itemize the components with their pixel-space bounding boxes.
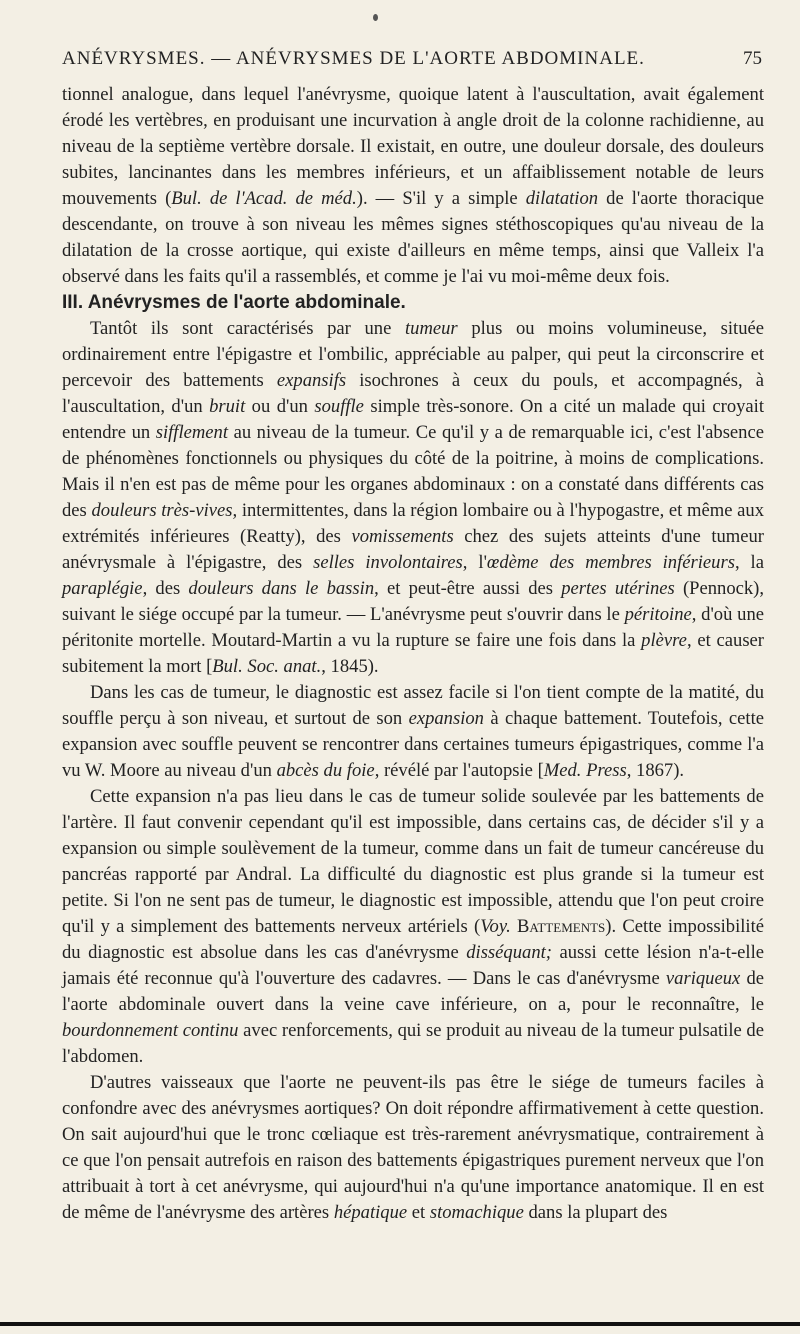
paragraph-3: Dans les cas de tumeur, le diagnostic est assez facile si l'on tient compte de la matité, du souffle perçu à son niveau, et surtout de son expansion à chaque battement. Toutefois, cette expansion avec souffle peuvent se rencontrer dans certaines tumeurs épigastriques, comme l'a vu W. Moore au niveau d'un abcès du foie, révélé par l'autopsie [Med. Press, 1867). bbox=[62, 682, 764, 781]
scan-edge bbox=[0, 1322, 800, 1326]
paragraph-5: D'autres vaisseaux que l'aorte ne peuvent-ils pas être le siége de tumeurs faciles à confondre avec des anévrysmes aortiques? On doit répondre affirmativement à cette question. On sait aujourd'hui que le tronc cœliaque est très-rarement anévrysmatique, contrairement à ce que l'on pensait autrefois en raison des battements épigastriques purement nerveux que l'on attribuait à tort à cet anévrysme, qui aujourd'hui n'a qu'une importance anatomique. Il en est de même de l'anévrysme des artères hépatique et stomachique dans la plupart des bbox=[62, 1072, 764, 1223]
page-number: 75 bbox=[743, 48, 762, 69]
paragraph-4: Cette expansion n'a pas lieu dans le cas de tumeur solide soulevée par les battements de l'artère. Il faut convenir cependant qu'il est impossible, dans certains cas, de décider s'il y a expansion ou simple soulèvement de la tumeur, comme dans un fait de tumeur cancéreuse du pancréas rapporté par Andral. La difficulté du diagnostic est plus grande si la tumeur est petite. Si l'on ne sent pas de tumeur, le diagnostic est impossible, attendu que l'on peut croire qu'il y a simplement des battements nerveux artériels (Voy. Battements). Cette impossibilité du diagnostic est absolue dans les cas d'anévrysme disséquant; aussi cette lésion n'a-t-elle jamais été reconnue qu'à l'ouverture des cadavres. — Dans le cas d'anévrysme variqueux de l'aorte abdominale ouvert dans la veine cave inférieure, on a, pour le reconnaître, le bourdonnement continu avec renforcements, qui se produit au niveau de la tumeur pulsatile de l'abdomen. bbox=[62, 786, 764, 1067]
body-text bbox=[62, 82, 764, 1226]
section-title: III. Anévrysmes de l'aorte abdominale. bbox=[62, 292, 406, 313]
ink-dot bbox=[373, 14, 378, 21]
running-title: ANÉVRYSMES. — ANÉVRYSMES DE L'AORTE ABDOMINALE. bbox=[62, 48, 645, 69]
paragraph-2: Tantôt ils sont caractérisés par une tumeur plus ou moins volumineuse, située ordinairement entre l'épigastre et l'ombilic, appréciable au palper, qui peut la circonscrire et percevoir des battements expansifs isochrones à ceux du pouls, et accompagnés, à l'auscultation, d'un bruit ou d'un souffle simple très-sonore. On a cité un malade qui croyait entendre un sifflement au niveau de la tumeur. Ce qu'il y a de remarquable ici, c'est l'absence de phénomènes fonctionnels ou physiques du côté de la poitrine, à moins de complications. Mais il n'en est pas de même pour les organes abdominaux : on a constaté dans différents cas des douleurs très-vives, intermittentes, dans la région lombaire ou à l'hypogastre, et même aux extrémités inférieures (Reatty), des vomissements chez des sujets atteints d'une tumeur anévrysmale à l'épigastre, des selles involontaires, l'œdème des membres inférieurs, la paraplégie, des douleurs dans le bassin, et peut-être aussi des pertes utérines (Pennock), suivant le siége occupé par la tumeur. — L'anévrysme peut s'ouvrir dans le péritoine, d'où une péritonite mortelle. Moutard-Martin a vu la rupture se faire une fois dans la plèvre, et causer subitement la mort [Bul. Soc. anat., 1845). bbox=[62, 318, 765, 677]
paragraph-1: tionnel analogue, dans lequel l'anévrysme, quoique latent à l'auscultation, avait également érodé les vertèbres, en produisant une incurvation à angle droit de la colonne rachidienne, au niveau de la septième vertèbre dorsale. Il existait, en outre, une douleur dorsale, des douleurs subites, lancinantes dans les membres inférieurs, et un affaiblissement notable de leurs mouvements (Bul. de l'Acad. de méd.). — S'il y a simple dilatation de l'aorte thoracique descendante, on trouve à son niveau les mêmes signes stéthoscopiques qu'au niveau de la dilatation de la crosse aortique, qui existe d'ailleurs en même temps, ainsi que Valleix l'a observé dans les faits qu'il a rassemblés, et comme je l'ai vu moi-même deux fois. bbox=[62, 84, 764, 287]
page-header bbox=[62, 48, 762, 76]
